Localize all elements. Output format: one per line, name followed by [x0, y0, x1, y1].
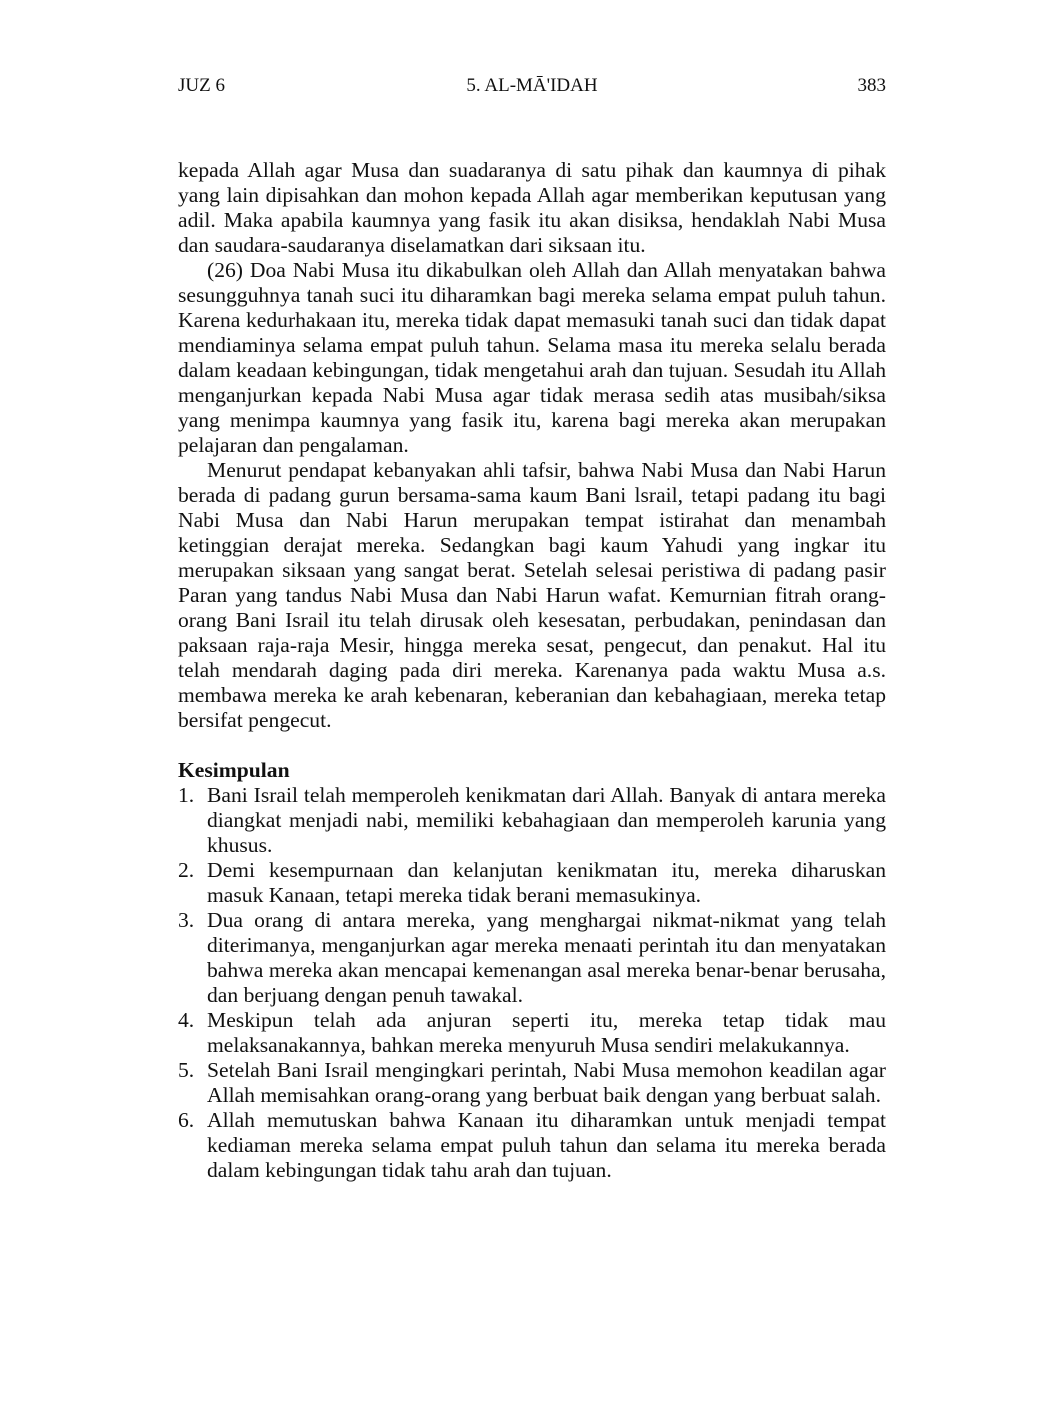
running-header	[178, 73, 886, 99]
paragraph-tafsir-opinion: Menurut pendapat kebanyakan ahli tafsir, bahwa Nabi Musa dan Nabi Harun berada di padang gurun bersama-sama kaum Bani lsrail, tetapi padang itu bagi Nabi Musa dan Nabi Harun merupakan tempat istirahat dan menambah ketinggian derajat mereka. Sedangkan bagi kaum Yahudi yang ingkar itu merupakan siksaan yang sangat berat. Setelah selesai peristiwa di padang pasir Paran yang tandus Nabi Musa dan Nabi Harun wafat. Kemurnian fitrah orang-orang Bani Israil itu telah dirusak oleh kesesatan, perbudakan, penindasan dan paksaan raja-raja Mesir, hingga mereka sesat, pengecut, dan penakut. Hal itu telah mendarah daging pada diri mereka. Karenanya pada waktu Musa a.s. membawa mereka ke arah kebenaran, keberanian dan kebahagiaan, mereka tetap bersifat pengecut.	[178, 458, 886, 732]
page-number: 383	[857, 75, 886, 96]
list-item-number: 4.	[178, 1008, 195, 1032]
list-item	[178, 783, 886, 858]
conclusion-heading: Kesimpulan	[178, 758, 290, 782]
paragraph-continuation: kepada Allah agar Musa dan suadaranya di satu pihak dan kaumnya di pihak yang lain dipisahkan dan mohon kepada Allah agar memberikan keputusan yang adil. Maka apabila kaumnya yang fasik itu akan disiksa, hendaklah Nabi Musa dan saudara-saudaranya diselamatkan dari siksaan itu.	[178, 158, 886, 257]
body-text	[178, 158, 886, 1183]
list-item-text: Dua orang di antara mereka, yang menghargai nikmat-nikmat yang telah diterimanya, menganjurkan agar mereka menaati perintah itu dan menyatakan bahwa mereka akan mencapai kemenangan asal mereka benar-benar berusaha, dan berjuang dengan penuh tawakal.	[207, 908, 886, 1007]
list-item-number: 2.	[178, 858, 195, 882]
list-item	[178, 858, 886, 908]
juz-label: JUZ 6	[178, 75, 225, 96]
list-item-text: Allah memutuskan bahwa Kanaan itu diharamkan untuk menjadi tempat kediaman mereka selama empat puluh tahun dan selama itu mereka berada dalam kebingungan tidak tahu arah dan tujuan.	[207, 1108, 886, 1182]
list-item-text: Bani Israil telah memperoleh kenikmatan dari Allah. Banyak di antara mereka diangkat menjadi nabi, memiliki kebahagiaan dan memperoleh karunia yang khusus.	[207, 783, 886, 857]
list-item	[178, 1008, 886, 1058]
list-item-text: Setelah Bani Israil mengingkari perintah, Nabi Musa memohon keadilan agar Allah memisahkan orang-orang yang berbuat baik dengan yang berbuat salah.	[207, 1058, 886, 1107]
list-item-number: 1.	[178, 783, 195, 807]
list-item	[178, 908, 886, 1008]
paragraph-verse-26: (26) Doa Nabi Musa itu dikabulkan oleh Allah dan Allah menyatakan bahwa sesungguhnya tanah suci itu diharamkan bagi mereka selama empat puluh tahun. Karena kedurhakaan itu, mereka tidak dapat memasuki tanah suci dan tidak dapat mendiaminya selama empat puluh tahun. Selama masa itu mereka selalu berada dalam keadaan kebingungan, tidak mengetahui arah dan tujuan. Sesudah itu Allah menganjurkan kepada Nabi Musa agar tidak merasa sedih atas musibah/siksa yang menimpa kaumnya yang fasik itu, karena bagi mereka akan merupakan pelajaran dan pengalaman.	[178, 258, 886, 457]
list-item-number: 5.	[178, 1058, 195, 1082]
list-item	[178, 1058, 886, 1108]
list-item-text: Demi kesempurnaan dan kelanjutan kenikmatan itu, mereka diharuskan masuk Kanaan, tetapi mereka tidak berani memasukinya.	[207, 858, 886, 907]
list-item	[178, 1108, 886, 1183]
list-item-number: 3.	[178, 908, 195, 932]
surah-title: 5. AL-MĀ'IDAH	[466, 75, 598, 96]
list-item-number: 6.	[178, 1108, 195, 1132]
conclusion-list	[178, 783, 886, 1183]
list-item-text: Meskipun telah ada anjuran seperti itu, mereka tetap tidak mau melaksanakannya, bahkan mereka menyuruh Musa sendiri melakukannya.	[207, 1008, 886, 1057]
